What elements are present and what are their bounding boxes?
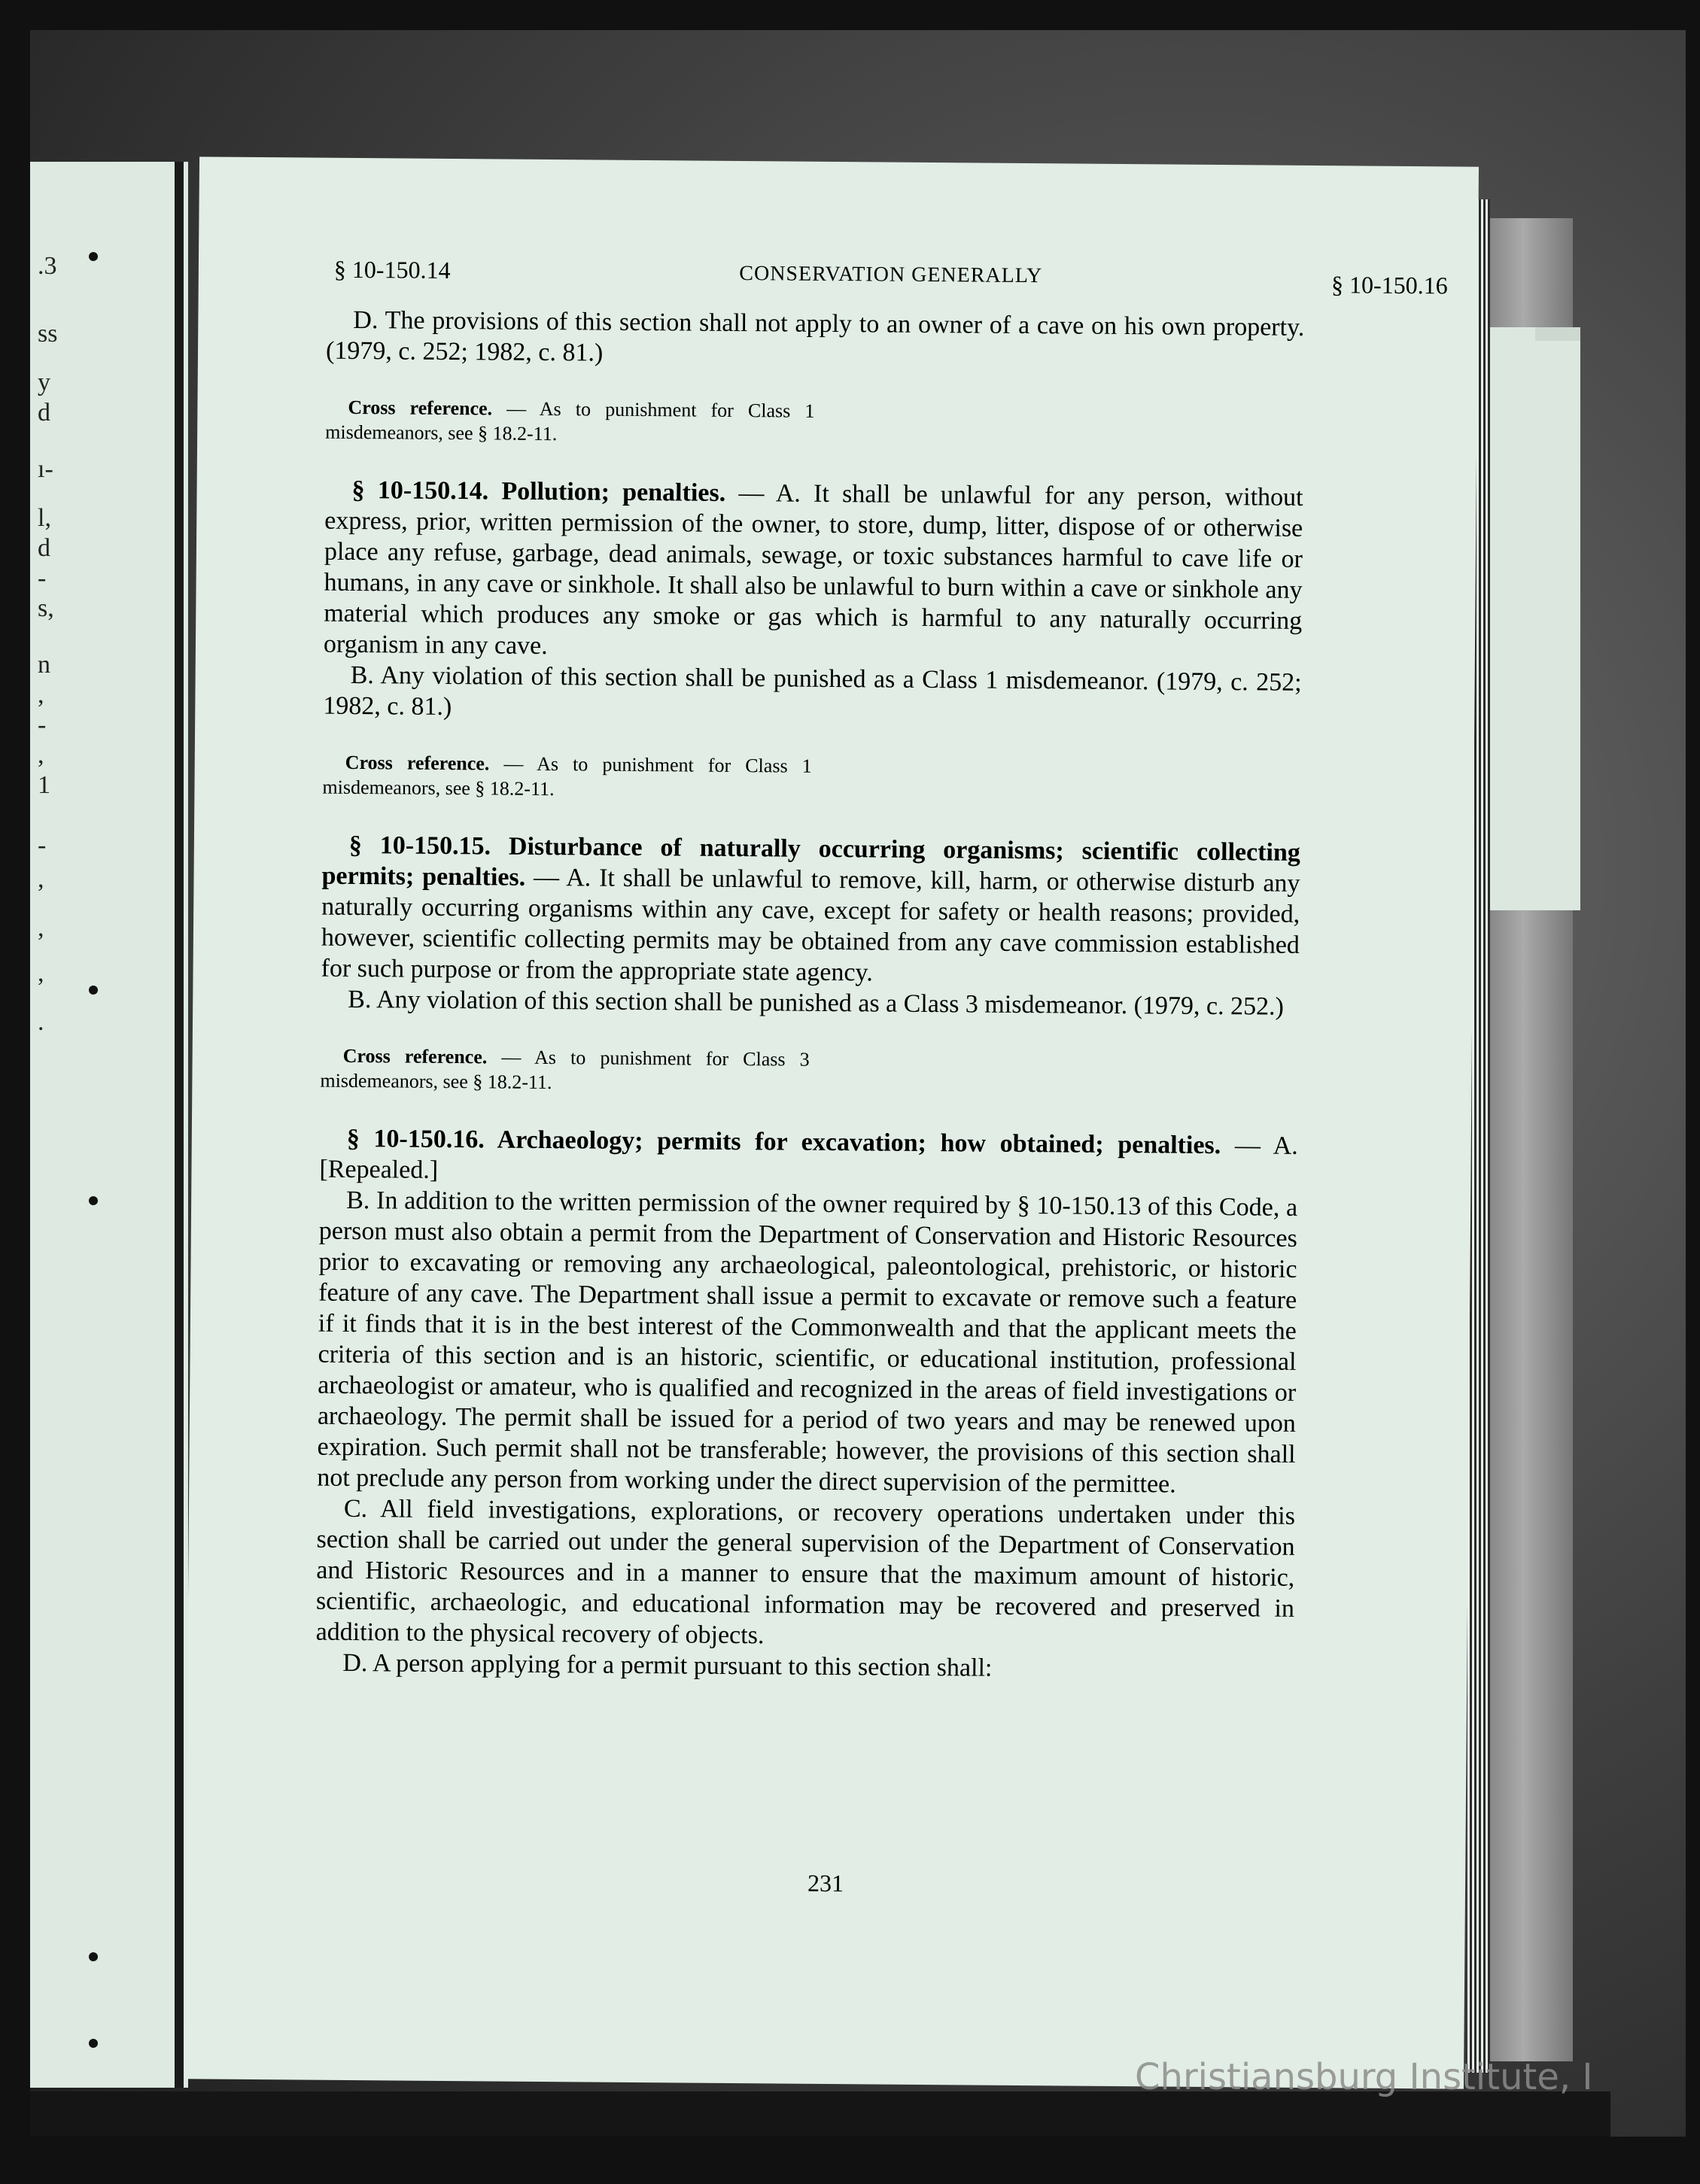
fragment-text: 1 bbox=[38, 771, 50, 799]
section-paragraph bbox=[324, 475, 1303, 667]
cross-reference-lead: Cross reference. bbox=[345, 751, 490, 775]
paragraph: D. A person applying for a permit pursuant to this section shall: bbox=[342, 1648, 993, 1682]
cross-reference bbox=[322, 750, 1300, 807]
fragment-text: ı- bbox=[38, 455, 53, 483]
index-tab bbox=[1486, 327, 1580, 910]
cross-reference-text: — As to punishment for Class 1 misdemeanors, see § 18.2-11. bbox=[325, 397, 815, 445]
section-heading: § 10-150.16. Archaeology; permits for excavation; how obtained; penalties. bbox=[346, 1124, 1221, 1160]
section-paragraph bbox=[321, 830, 1300, 992]
fragment-text: - bbox=[38, 711, 47, 739]
paragraph: B. Any violation of this section shall be punished as a Class 1 misdemeanor. (1979, c. 252; 1982, c. 81.) bbox=[323, 661, 1302, 721]
section-heading: § 10-150.15. Disturbance of naturally occurring organisms; scientific collecting permits; penalties. bbox=[321, 831, 1300, 892]
fragment-text: - bbox=[38, 831, 47, 859]
fragment-text: , bbox=[38, 959, 44, 987]
watermark: Christiansburg Institute, I bbox=[1135, 2056, 1593, 2098]
fragment-text: s, bbox=[38, 594, 54, 622]
paragraph: D. The provisions of this section shall not apply to an owner of a cave on his own property. (1979, c. 252; 1982, c. 81.) bbox=[325, 305, 1305, 367]
fragment-text: . bbox=[38, 1008, 44, 1036]
index-tab-edge bbox=[1535, 327, 1580, 341]
scan-bottom-edge bbox=[30, 2091, 1610, 2137]
cross-reference-text: — As to punishment for Class 1 misdemeanors, see § 18.2-11. bbox=[322, 752, 812, 800]
paragraph: C. All field investigations, explorations, or recovery operations undertaken under this section shall be carried out under the general supervision of the Department of Conservation and Historic Resources and in a manner to ensure that the maximum amount of historic, scientific, archaeologic, and educational information may be recovered and preserved in addition to the physical recovery of objects. bbox=[315, 1494, 1296, 1650]
cross-reference bbox=[320, 1043, 1298, 1101]
fragment-text: ss bbox=[38, 320, 58, 348]
fragment-text: , bbox=[38, 681, 44, 709]
fragment-text: d bbox=[38, 534, 50, 562]
fragment-text: d bbox=[38, 399, 50, 427]
fragment-text: y bbox=[38, 369, 50, 396]
fragment-text: - bbox=[38, 564, 47, 592]
paragraph: B. Any violation of this section shall be punished as a Class 3 misdemeanor. (1979, c. 252.) bbox=[348, 985, 1285, 1021]
paragraph: B. In addition to the written permission of the owner required by § 10-150.13 of this Code, a person must also obtain a permit from the Department of Conservation and Historic Resources prior to excavating or removing any archaeological, paleontological, prehistoric, or historic feature of any cave. The Department shall issue a permit to excavate or remove such a feature if it finds that it is in the best interest of the Commonwealth and that the applicant meets the criteria of this section and is an historic, scientific, or educational institution, professional archaeologist or amateur, who is qualified and recognized in the areas of field investigations or archaeology. The permit shall be issued for a period of two years and may be renewed upon expiration. Such permit shall not be transferable; however, the provisions of this section shall not preclude any person from working under the direct supervision of the permittee. bbox=[317, 1186, 1298, 1499]
fragment-text: , bbox=[38, 741, 44, 769]
fragment-text: , bbox=[38, 914, 44, 942]
section-paragraph bbox=[319, 1123, 1298, 1192]
fragment-text: , bbox=[38, 865, 44, 893]
punch-hole-dot bbox=[89, 1952, 98, 1961]
cross-reference-lead: Cross reference. bbox=[342, 1044, 488, 1068]
section-text: — A. [Repealed.] bbox=[319, 1131, 1298, 1184]
fragment-text: l, bbox=[38, 504, 51, 532]
running-head-title: CONSERVATION GENERALLY bbox=[739, 262, 1043, 288]
section-text: — A. It shall be unlawful for any person, without express, prior, written permission of the owner, to store, dump, litter, dispose of or otherwise place any refuse, garbage, dead animals, sewage, or toxic substances harmful to cave life or humans, in any cave or sinkhole. It shall also be unlawful to burn within a cave or sinkhole any material which produces any smoke or gas which is harmful to any naturally occurring organism in any cave. bbox=[323, 478, 1303, 661]
cross-reference-lead: Cross reference. bbox=[348, 396, 493, 420]
punch-hole-dot bbox=[89, 1196, 98, 1205]
running-head bbox=[334, 256, 1448, 310]
cross-reference-text: — As to punishment for Class 3 misdemeanors, see § 18.2-11. bbox=[320, 1046, 810, 1094]
running-head-left: § 10-150.14 bbox=[333, 255, 451, 284]
punch-hole-dot bbox=[89, 986, 98, 995]
page-body bbox=[315, 305, 1304, 1686]
binding-edge bbox=[175, 162, 184, 2088]
punch-hole-dot bbox=[89, 2039, 98, 2048]
section-heading: § 10-150.14. Pollution; penalties. bbox=[351, 475, 726, 507]
fragment-text: .3 bbox=[38, 252, 57, 280]
adjacent-page-strip bbox=[30, 162, 188, 2088]
page-number: 231 bbox=[807, 1869, 844, 1897]
section-text: — A. It shall be unlawful to remove, kill, harm, or otherwise disturb any naturally occurring organisms within any cave, except for safety or health reasons; provided, however, scientific collecting permits may be obtained from any cave commission established for such purpose or from the appropriate state agency. bbox=[321, 863, 1300, 987]
running-head-right: § 10-150.16 bbox=[1331, 271, 1448, 299]
punch-hole-dot bbox=[89, 252, 98, 261]
cross-reference bbox=[325, 395, 1303, 452]
book-page bbox=[184, 156, 1479, 2088]
fragment-text: n bbox=[38, 651, 50, 679]
